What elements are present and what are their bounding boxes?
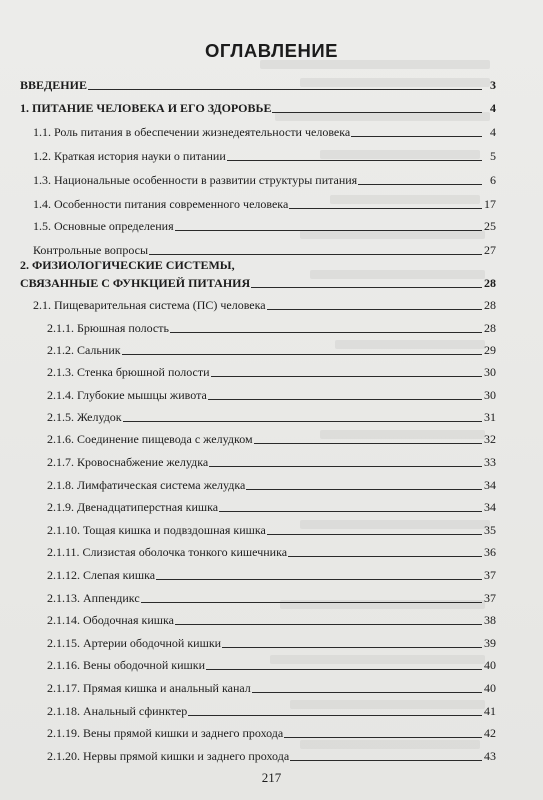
toc-entry-title: 2.1.15. Артерии ободочной кишки [47, 636, 222, 650]
toc-entry-title: 1.1. Роль питания в обеспечении жизнедеятельности человека [33, 125, 351, 139]
toc-entry[interactable] [47, 455, 496, 469]
toc-entry-page: 27 [484, 243, 496, 257]
toc-entry[interactable] [47, 726, 496, 740]
toc-entry-page: 37 [484, 568, 496, 582]
toc-entry-title: 2.1.8. Лимфатическая система желудка [47, 478, 246, 492]
leader-line [254, 443, 482, 444]
toc-entry-page: 29 [484, 343, 496, 357]
leader-line [267, 534, 482, 535]
leader-line [175, 624, 482, 625]
toc-entry-page: 43 [484, 749, 496, 763]
toc-entry[interactable] [47, 568, 496, 582]
toc-entry[interactable] [33, 243, 496, 257]
toc-entry[interactable] [47, 410, 496, 424]
toc-entry[interactable] [47, 500, 496, 514]
toc-entry[interactable] [47, 321, 496, 335]
toc-entry-title: 2.1.18. Анальный сфинктер [47, 704, 188, 718]
toc-entry[interactable] [33, 149, 496, 163]
toc-entry[interactable] [33, 125, 496, 139]
leader-line [141, 602, 482, 603]
toc-entry-page: 42 [484, 726, 496, 740]
toc-entry-page: 40 [484, 658, 496, 672]
toc-entry-page: 34 [484, 500, 496, 514]
toc-entry-title: 2.1.19. Вены прямой кишки и заднего прохода [47, 726, 284, 740]
toc-entry-title: 1. ПИТАНИЕ ЧЕЛОВЕКА И ЕГО ЗДОРОВЬЕ [20, 101, 272, 115]
toc-entry-title: 2.1.9. Двенадцатиперстная кишка [47, 500, 219, 514]
leader-line [209, 466, 482, 467]
toc-entry-title: 2.1.1. Брюшная полость [47, 321, 169, 335]
leader-line [289, 208, 482, 209]
toc-entry-title: ВВЕДЕНИЕ [20, 78, 87, 92]
toc-entry[interactable] [33, 298, 496, 312]
leader-line [267, 309, 482, 310]
leader-line [123, 421, 482, 422]
toc-entry[interactable] [47, 636, 496, 650]
toc-entry-title: 1.5. Основные определения [33, 219, 174, 233]
toc-entry[interactable] [47, 704, 496, 718]
toc-entry-page: 33 [484, 455, 496, 469]
toc-entry[interactable] [47, 343, 496, 357]
toc-entry-page: 4 [490, 101, 496, 115]
toc-entry-title: 2.1.2. Сальник [47, 343, 121, 357]
leader-line [211, 376, 482, 377]
leader-line [188, 715, 482, 716]
leader-line [122, 354, 482, 355]
toc-entry-title: 2.1.7. Кровоснабжение желудка [47, 455, 209, 469]
leader-line [156, 579, 482, 580]
toc-entry-title: 1.2. Краткая история науки о питании [33, 149, 226, 163]
toc-entry[interactable] [47, 681, 496, 695]
toc-entry-page: 17 [484, 197, 496, 211]
toc-entry[interactable] [47, 749, 496, 763]
leader-line [170, 332, 482, 333]
toc-entry-page: 28 [484, 321, 496, 335]
toc-entry-title: 2.1.4. Глубокие мышцы живота [47, 388, 207, 402]
leader-line [290, 760, 482, 761]
toc-entry-page: 34 [484, 478, 496, 492]
leader-line [288, 556, 482, 557]
toc-entry[interactable] [33, 197, 496, 211]
leader-line [208, 399, 482, 400]
toc-entry[interactable] [33, 219, 496, 233]
leader-line [219, 511, 482, 512]
toc-entry[interactable] [47, 365, 496, 379]
toc-entry-page: 32 [484, 432, 496, 446]
toc-entry-page: 37 [484, 591, 496, 605]
leader-line [206, 669, 482, 670]
toc-entry-page: 35 [484, 523, 496, 537]
toc-entry-page: 38 [484, 613, 496, 627]
leader-line [227, 160, 482, 161]
toc-entry[interactable] [47, 432, 496, 446]
toc-entry-title: 2.1.5. Желудок [47, 410, 122, 424]
toc-entry-title: 2.1. Пищеварительная система (ПС) человека [33, 298, 266, 312]
toc-entry[interactable] [20, 78, 496, 92]
toc-entry-page: 25 [484, 219, 496, 233]
toc-entry-title: 2.1.20. Нервы прямой кишки и заднего прохода [47, 749, 290, 763]
leader-line [88, 89, 482, 90]
toc-entry-title: 2.1.17. Прямая кишка и анальный канал [47, 681, 251, 695]
toc-entry-title: 2.1.11. Слизистая оболочка тонкого кишечника [47, 545, 288, 559]
toc-entry-page: 31 [484, 410, 496, 424]
toc-entry[interactable] [47, 478, 496, 492]
toc-entry-page: 36 [484, 545, 496, 559]
toc-entry-page: 40 [484, 681, 496, 695]
toc-entry-page: 6 [490, 173, 496, 187]
leader-line [272, 112, 482, 113]
toc-entry-title: 1.4. Особенности питания современного человека [33, 197, 289, 211]
toc-entry-title: 2.1.3. Стенка брюшной полости [47, 365, 210, 379]
leader-line [175, 230, 482, 231]
toc-entry[interactable] [47, 591, 496, 605]
leader-line [251, 287, 482, 288]
toc-entry-title: 2.1.6. Соединение пищевода с желудком [47, 432, 253, 446]
toc-entry-page: 5 [490, 149, 496, 163]
toc-entry-title: 2.1.16. Вены ободочной кишки [47, 658, 205, 672]
toc-entry[interactable] [47, 545, 496, 559]
toc-entry-title: 1.3. Национальные особенности в развитии структуры питания [33, 173, 358, 187]
toc-entry-page: 3 [490, 78, 496, 92]
toc-entry[interactable] [33, 173, 496, 187]
toc-entry-title: СВЯЗАННЫЕ С ФУНКЦИЕЙ ПИТАНИЯ [20, 276, 251, 290]
toc-entry-page: 4 [490, 125, 496, 139]
toc-entry[interactable] [20, 101, 496, 115]
page-number: 217 [261, 770, 282, 785]
leader-line [246, 489, 482, 490]
leader-line [149, 254, 482, 255]
toc-entry[interactable] [47, 388, 496, 402]
page-title: ОГЛАВЛЕНИЕ [205, 40, 338, 61]
toc-entry-title: 2.1.12. Слепая кишка [47, 568, 156, 582]
leader-line [358, 184, 482, 185]
toc-entry-page: 30 [484, 365, 496, 379]
toc-entry-title: 2.1.13. Аппендикс [47, 591, 140, 605]
leader-line [252, 692, 482, 693]
toc-entry-page: 28 [484, 298, 496, 312]
toc-entry[interactable] [47, 658, 496, 672]
toc-entry-title: Контрольные вопросы [33, 243, 149, 257]
toc-entry-title: 2.1.10. Тощая кишка и подвздошная кишка [47, 523, 266, 537]
toc-entry-page: 39 [484, 636, 496, 650]
leader-line [222, 647, 482, 648]
toc-entry[interactable] [20, 276, 496, 290]
toc-entry[interactable] [47, 523, 496, 537]
leader-line [284, 737, 482, 738]
toc-entry-page: 28 [484, 276, 496, 290]
chapter-2-heading-line1: 2. ФИЗИОЛОГИЧЕСКИЕ СИСТЕМЫ, [20, 258, 235, 272]
toc-entry[interactable] [47, 613, 496, 627]
toc-entry-page: 30 [484, 388, 496, 402]
toc-entry-page: 41 [484, 704, 496, 718]
leader-line [351, 136, 482, 137]
toc-entry-title: 2.1.14. Ободочная кишка [47, 613, 174, 627]
